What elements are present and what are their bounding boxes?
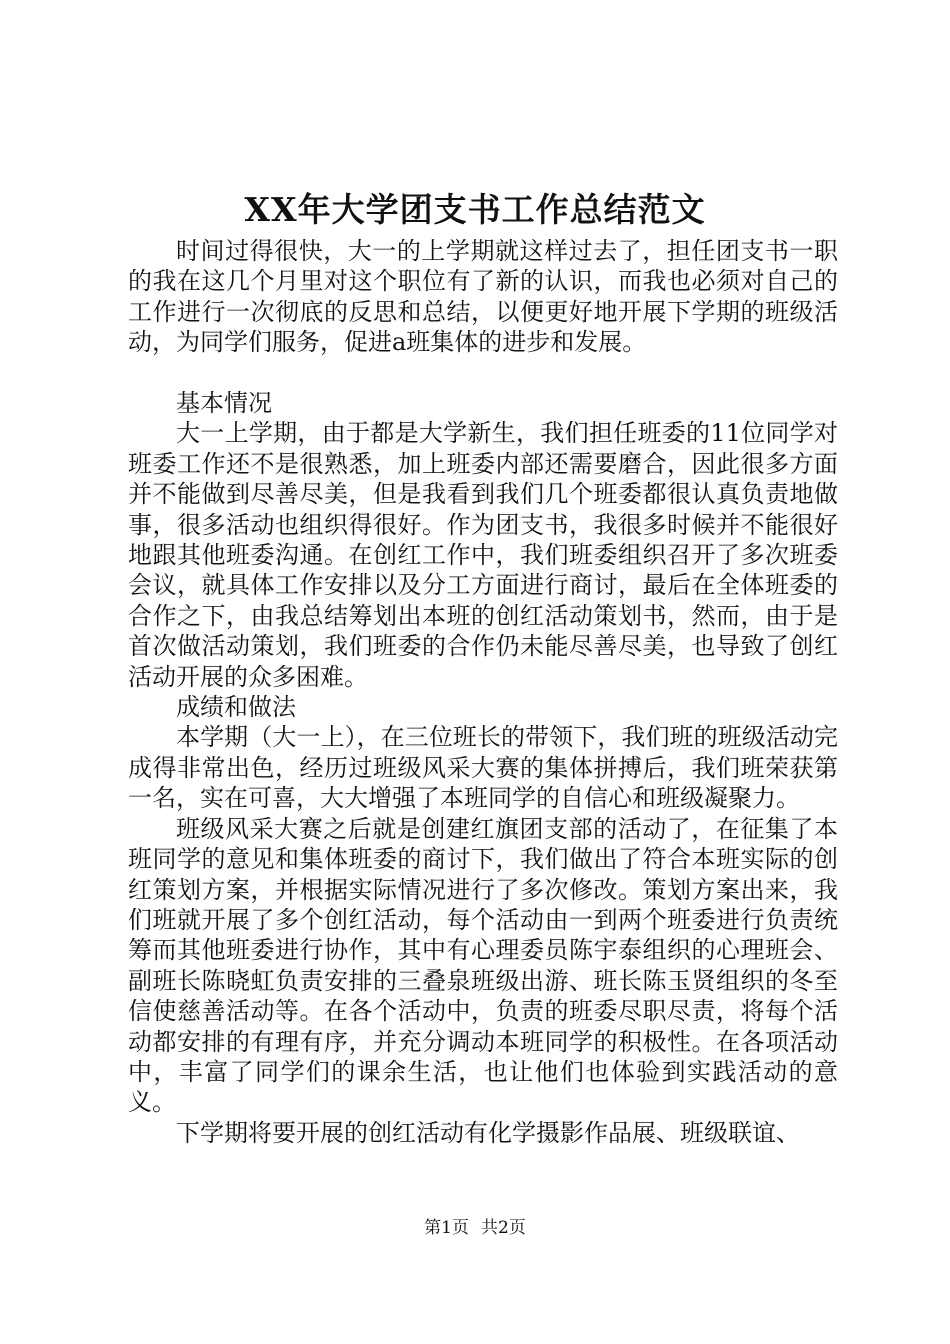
document-title: XX年大学团支书工作总结范文 [244, 190, 706, 229]
intro-paragraph: 时间过得很快，大一的上学期就这样过去了，担任团支书一职的我在这几个月里对这个职位有了新的认识，而我也必须对自己的工作进行一次彻底的反思和总结，以便更好地开展下学期的班级活动，为同学们服务，促进a班集体的进步和发展。 [128, 237, 838, 357]
blank-line [128, 358, 838, 388]
red-flag-paragraph: 班级风采大赛之后就是创建红旗团支部的活动了，在征集了本班同学的意见和集体班委的商讨下，我们做出了符合本班实际的创红策划方案，并根据实际情况进行了多次修改。策划方案出来，我们班就开展了多个创红活动，每个活动由一到两个班委进行负责统筹而其他班委进行协作，其中有心理委员陈宇泰组织的心理班会、副班长陈晓虹负责安排的三叠泉班级出游、班长陈玉贤组织的冬至信使慈善活动等。在各个活动中，负责的班委尽职尽责，将每个活动都安排的有理有序，并充分调动本班同学的积极性。在各项活动中，丰富了同学们的课余生活，也让他们也体验到实践活动的意义。 [128, 814, 838, 1117]
section-heading-achievements: 成绩和做法 [176, 693, 296, 722]
document-body [128, 236, 838, 1148]
basic-situation-paragraph: 大一上学期，由于都是大学新生，我们担任班委的11位同学对班委工作还不是很熟悉，加上班委内部还需要磨合，因此很多方面并不能做到尽善尽美，但是我看到我们几个班委都很认真负责地做事，很多活动也组织得很好。作为团支书，我很多时候并不能很好地跟其他班委沟通。在创红工作中，我们班委组织召开了多次班委会议，就具体工作安排以及分工方面进行商讨，最后在全体班委的合作之下，由我总结筹划出本班的创红活动策划书，然而，由于是首次做活动策划，我们班委的合作仍未能尽善尽美，也导致了创红活动开展的众多困难。 [128, 419, 838, 691]
page-total: 共2页 [481, 1218, 526, 1238]
page-footer [0, 1216, 950, 1240]
section-heading-basic: 基本情况 [176, 389, 272, 418]
page-number: 第1页 [424, 1218, 469, 1238]
achievements-paragraph: 本学期（大一上），在三位班长的带领下，我们班的班级活动完成得非常出色，经历过班级风采大赛的集体拼搏后，我们班荣获第一名，实在可喜，大大增强了本班同学的自信心和班级凝聚力。 [128, 723, 838, 813]
next-term-paragraph: 下学期将要开展的创红活动有化学摄影作品展、班级联谊、 [176, 1118, 800, 1147]
